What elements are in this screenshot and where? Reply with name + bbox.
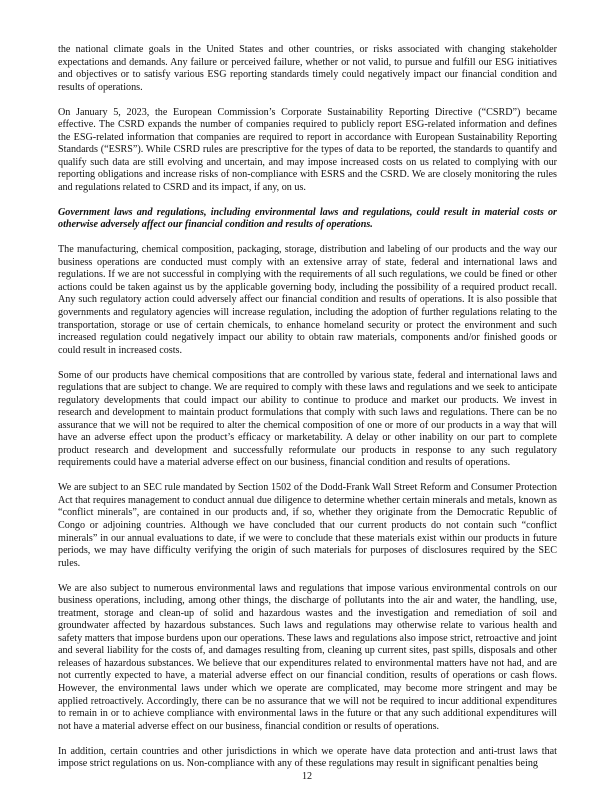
paragraph-esg-continuation: the national climate goals in the United States and other countries, or risks associated with changing stakeholder expectations and demands. Any failure or perceived failure, whether or not valid, to pursue and fulfill our ESG initiatives and objectives or to satisfy various ESG reporting standards timely could negatively impact our financial condition and results of operations. (58, 44, 557, 93)
paragraph-data-protection: In addition, certain countries and other jurisdictions in which we operate have data protection and anti-trust laws that impose strict regulations on us. Non-compliance with any of these regulations may result in significant penalties being (58, 745, 557, 770)
paragraph-conflict-minerals: We are subject to an SEC rule mandated by Section 1502 of the Dodd-Frank Wall Street Reform and Consumer Protection Act that requires management to conduct annual due diligence to determine whether certain minerals and metals, known as “conflict minerals”, are contained in our products and, if so, whether they originate from the Democratic Republic of Congo or adjoining countries. Although we have concluded that our current products do not contain such “conflict minerals” in our annual evaluations to date, if we were to conclude that these materials exist within our products in future periods, we may have difficulty verifying the origin of such materials for purposes of disclosures required by the SEC rules. (58, 482, 557, 569)
paragraph-chemical-compositions: Some of our products have chemical compositions that are controlled by various state, federal and international laws and regulations that are subject to change. We are required to comply with these laws and regulations and we seek to anticipate regulatory developments that could impact our ability to continue to produce and market our products. We invest in research and development to maintain product formulations that comply with such laws and regulations. There can be no assurance that we will not be required to alter the chemical composition of one or more of our products in a way that will have an adverse effect upon the product’s efficacy or marketability. A delay or other inability on our part to complete product research and development and successfully reformulate our products in response to any such regulatory requirements could have a material adverse effect on our business, financial condition and results of operations. (58, 369, 557, 469)
risk-factor-heading: Government laws and regulations, including environmental laws and regulations, could result in material costs or otherwise adversely affect our financial condition and results of operations. (58, 206, 557, 231)
document-page (58, 44, 557, 783)
paragraph-environmental-laws: We are also subject to numerous environmental laws and regulations that impose various environmental controls on our business operations, including, among other things, the discharge of pollutants into the air and water, the handling, use, treatment, storage and clean-up of solid and hazardous wastes and the investigation and remediation of soil and groundwater affected by hazardous substances. Such laws and regulations may otherwise relate to various health and safety matters that impose burdens upon our operations. These laws and regulations also impose strict, retroactive and joint and several liability for the costs of, and damages resulting from, cleaning up current sites, past spills, disposals and other releases of hazardous substances. We believe that our expenditures related to environmental matters have not had, and are not currently expected to have, a material adverse effect on our financial condition, results of operations or cash flows. However, the environmental laws under which we operate are complicated, may become more stringent and may be applied retroactively. Accordingly, there can be no assurance that we will not be required to incur additional expenditures to remain in or to achieve compliance with environmental laws in the future or that any such additional expenditures will not have a material adverse effect on our business, financial condition or results of operations. (58, 582, 557, 732)
paragraph-csrd: On January 5, 2023, the European Commission’s Corporate Sustainability Reporting Directive (“CSRD”) became effective. The CSRD expands the number of companies required to publicly report ESG-related information and defines the ESG-related information that companies are required to report in accordance with European Sustainability Reporting Standards (“ESRS”). While CSRD rules are prescriptive for the types of data to be reported, the standards to quantify and qualify such data are still evolving and uncertain, and may impose increased costs on us related to complying with our reporting obligations and increase risks of non-compliance with ESRS and the CSRD. We are closely monitoring the rules and regulations related to CSRD and its impact, if any, on us. (58, 106, 557, 193)
paragraph-regulatory-compliance: The manufacturing, chemical composition, packaging, storage, distribution and labeling of our products and the way our business operations are conducted must comply with an extensive array of state, federal and international laws and regulations. If we are not successful in complying with the requirements of all such regulations, we could be fined or other actions could be taken against us by the applicable governing body, including the possibility of a required product recall. Any such regulatory action could adversely affect our financial condition and results of operations. It is also possible that governments and regulatory agencies will increase regulation, including the adoption of further regulations relating to the transportation, storage or use of certain chemicals, to enhance homeland security or protect the environment and such increased regulation could negatively impact our ability to obtain raw materials, components and/or finished goods or could result in increased costs. (58, 244, 557, 356)
page-number: 12 (301, 771, 313, 782)
